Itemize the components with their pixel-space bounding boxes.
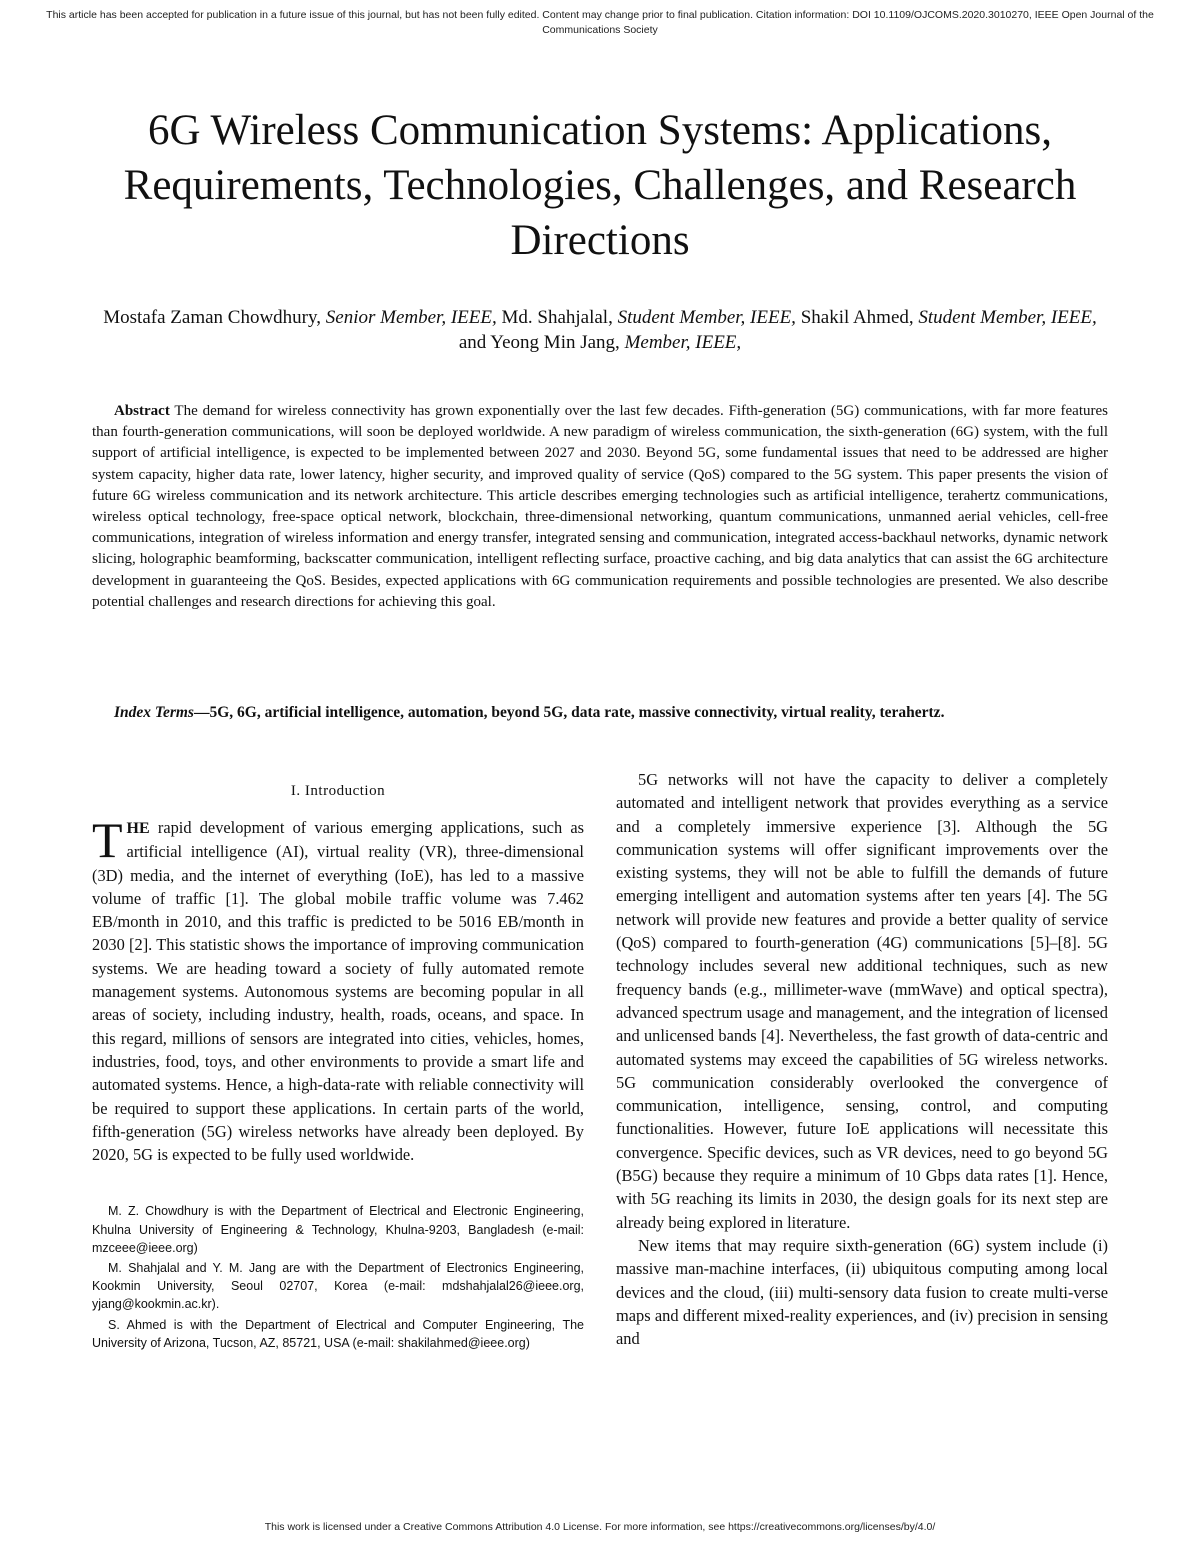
- abstract: [92, 401, 1108, 613]
- footnote: M. Z. Chowdhury is with the Department of Electrical and Electronic Engineering, Khulna University of Engineering & Technology, Khulna-9203, Bangladesh (e-mail: mzceee@ieee.org): [92, 1204, 584, 1255]
- abstract-label: Abstract: [114, 403, 170, 419]
- section-heading: I. Introduction: [290, 783, 386, 799]
- index-terms-label: Index Terms: [114, 704, 194, 721]
- intro-paragraph-1: [92, 812, 584, 1166]
- header-note: This article has been accepted for publication in a future issue of this journal, but has not been fully edited. Content may change prior to final publication. Citation information: DOI 10.1109/OJCOMS.2020.3010270, IEEE Open Journal of the Communications Society: [46, 9, 1154, 36]
- author-footnotes: [92, 1202, 584, 1352]
- author-name: Mostafa Zaman Chowdhury,: [103, 307, 326, 328]
- right-column: [616, 768, 1108, 1350]
- author-name: Shakil Ahmed,: [795, 307, 919, 328]
- footer-license-note: This work is licensed under a Creative Commons Attribution 4.0 License. For more information, see https://creativecommons.org/licenses/by/4.0/: [264, 1521, 936, 1533]
- author-name: and Yeong Min Jang,: [458, 332, 625, 353]
- abstract-text: The demand for wireless connectivity has grown exponentially over the last few decades. Fifth-generation (5G) communications, with far more features than fourth-generation communications, will soon be deployed worldwide. A new paradigm of wireless communication, the sixth-generation (6G) system, with the full support of artificial intelligence, is expected to be implemented between 2027 and 2030. Beyond 5G, some fundamental issues that need to be addressed are higher system capacity, higher data rate, lower latency, higher security, and improved quality of service (QoS) compared to the 5G system. This paper presents the vision of future 6G wireless communication and its network architecture. This article describes emerging technologies such as artificial intelligence, terahertz communications, wireless optical technology, free-space optical network, blockchain, three-dimensional networking, quantum communications, unmanned aerial vehicles, cell-free communications, integration of wireless information and energy transfer, integrated sensing and communication, integrated access-backhaul networks, dynamic network slicing, holographic beamforming, backscatter communication, intelligent reflecting surface, proactive caching, and big data analytics that can assist the 6G architecture development in guaranteeing the QoS. Besides, expected applications with 6G communication requirements and possible technologies are presented. We also describe potential challenges and research directions for achieving this goal.: [92, 403, 1108, 610]
- intro-paragraph-3: New items that may require sixth-generation (6G) system include (i) massive man-machine interfaces, (ii) ubiquitous computing among local devices and the cloud, (iii) multi-sensory data fusion to create multi-verse maps and different mixed-reality experiences, and (iv) precision in sensing and: [616, 1235, 1108, 1349]
- index-terms: [92, 702, 1108, 724]
- author-role: Senior Member, IEEE,: [325, 307, 497, 328]
- paragraph-text: rapid development of various emerging applications, such as artificial intelligence (AI), virtual reality (VR), three-dimensional (3D) media, and the internet of everything (IoE), has led to a massive volume of traffic [1]. The global mobile traffic volume was 7.462 EB/month in 2010, and this traffic is predicted to be 5016 EB/month in 2030 [2]. This statistic shows the importance of improving communication systems. We are heading toward a society of fully automated remote management systems. Autonomous systems are becoming popular in all areas of society, including industry, health, roads, oceans, and space. In this regard, millions of sensors are integrated into cities, vehicles, homes, industries, food, toys, and other environments to provide a smart life and automated systems. Hence, a high-data-rate with reliable connectivity will be required to support these applications. In certain parts of the world, fifth-generation (5G) wireless networks have already been deployed. By 2020, 5G is expected to be fully used worldwide.: [92, 818, 584, 1165]
- author-role: Student Member, IEEE,: [918, 307, 1097, 328]
- footnote: S. Ahmed is with the Department of Electrical and Computer Engineering, The University of Arizona, Tucson, AZ, 85721, USA (e-mail: shakilahmed@ieee.org): [92, 1317, 584, 1350]
- drop-cap: T: [92, 812, 123, 868]
- author-name: Md. Shahjalal,: [496, 307, 618, 328]
- author-role: Member, IEEE,: [624, 332, 742, 353]
- footnote: M. Shahjalal and Y. M. Jang are with the Department of Electronics Engineering, Kookmin University, Seoul 02707, Korea (e-mail: mdshahjalal26@ieee.org, yjang@kookmin.ac.kr).: [92, 1261, 584, 1312]
- intro-paragraph-2: 5G networks will not have the capacity to deliver a completely automated and intelligent network that provides everything as a service and a completely immersive experience [3]. Although the 5G communication systems will offer significant improvements over the existing systems, they will not be able to fulfill the demands of future emerging intelligent and automation systems after ten years [4]. The 5G network will provide new features and provide a better quality of service (QoS) compared to fourth-generation (4G) communications [5]–[8]. 5G technology includes several new additional techniques, such as new frequency bands (e.g., millimeter-wave (mmWave) and optical spectra), advanced spectrum usage and management, and the integration of licensed and unlicensed bands [4]. Nevertheless, the fast growth of data-centric and automated systems may exceed the capabilities of 5G wireless networks. 5G communication considerably overlooked the convergence of communication, intelligence, sensing, control, and computing functionalities. However, future IoE applications will necessitate this convergence. Specific devices, such as VR devices, need to go beyond 5G (B5G) because they require a minimum of 10 Gbps data rates [1]. Hence, with 5G reaching its limits in 2030, the design goals for its next step are already being explored in literature.: [616, 770, 1108, 1232]
- author-list: [90, 305, 1110, 355]
- lead-word: HE: [126, 820, 150, 837]
- author-role: Student Member, IEEE,: [617, 307, 796, 328]
- left-column: [92, 776, 584, 1354]
- paper-title: 6G Wireless Communication Systems: Applications, Requirements, Technologies, Challenges, and Research Directions: [123, 107, 1077, 264]
- index-terms-text: —5G, 6G, artificial intelligence, automation, beyond 5G, data rate, massive connectivity, virtual reality, terahertz.: [193, 704, 945, 721]
